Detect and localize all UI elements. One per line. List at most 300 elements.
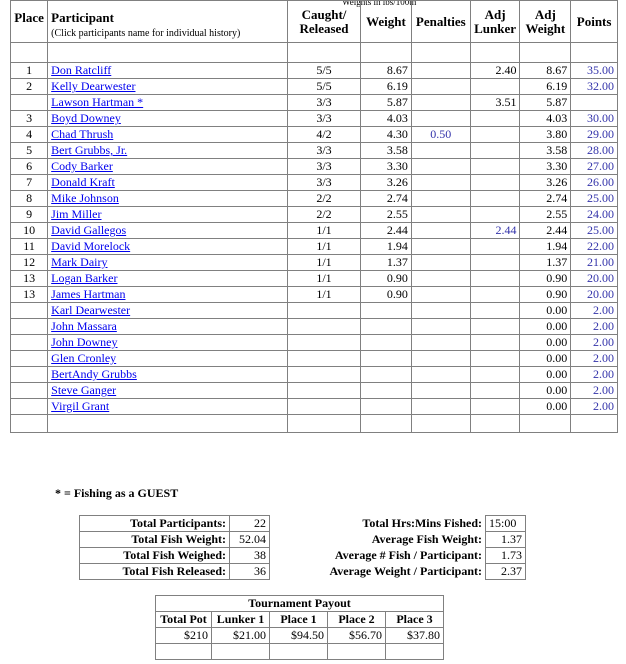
participant-cell [48,63,288,79]
adj-weight-cell: 6.19 [520,79,571,95]
penalty-cell [411,303,470,319]
adj-lunker-header [470,1,520,43]
participant-link[interactable]: Donald Kraft [51,175,115,189]
penalty-cell [411,367,470,383]
adj-lunker-cell [470,271,520,287]
points-header: Points [571,1,618,43]
points-cell: 2.00 [571,399,618,415]
spacer-row [11,415,618,433]
caught-released-cell [287,351,360,367]
adj-lunker-cell [470,367,520,383]
penalty-cell [411,351,470,367]
participant-cell [48,143,288,159]
avg-fish-per-participant-label: Average # Fish / Participant: [270,548,486,564]
place-cell: 9 [11,207,48,223]
weights-unit-note: Weights in lbs/100th [342,0,417,7]
points-cell: 25.00 [571,191,618,207]
caught-released-cell: 1/1 [287,271,360,287]
results-row [11,143,618,159]
adj-lunker-cell [470,111,520,127]
adj-weight-cell: 1.94 [520,239,571,255]
participant-link[interactable]: Steve Ganger [51,383,117,397]
payout-title-row [156,596,444,612]
caught-released-cell: 3/3 [287,95,360,111]
lunker-value: $21.00 [212,628,270,644]
spacer-row [11,43,618,63]
payout-title: Tournament Payout [156,596,444,612]
payout-spacer-row [156,644,444,660]
payout-table [155,595,444,660]
place-cell: 11 [11,239,48,255]
penalty-cell [411,159,470,175]
adj-weight-cell: 0.00 [520,335,571,351]
adj-weight-cell: 3.58 [520,143,571,159]
participant-cell [48,175,288,191]
penalty-cell [411,207,470,223]
participant-link[interactable]: BertAndy Grubbs [51,367,137,381]
spacer-cell [156,644,212,660]
participant-cell [48,111,288,127]
place2-label: Place 2 [328,612,386,628]
place1-label: Place 1 [270,612,328,628]
participant-cell [48,383,288,399]
place2-value: $56.70 [328,628,386,644]
place-cell: 4 [11,127,48,143]
place-cell: 12 [11,255,48,271]
results-row [11,175,618,191]
participant-cell [48,287,288,303]
adj-weight-cell: 0.00 [520,383,571,399]
hrs-fished-value: 15:00 [486,516,526,532]
adj-lunker-cell: 3.51 [470,95,520,111]
place-cell [11,319,48,335]
adj-lunker-cell [470,303,520,319]
payout-value-row [156,628,444,644]
participant-link[interactable]: Mike Johnson [51,191,119,205]
adj-lunker-cell [470,239,520,255]
participant-cell [48,159,288,175]
adj-weight-cell: 2.44 [520,223,571,239]
place-cell [11,383,48,399]
participant-link[interactable]: Lawson Hartman * [51,95,144,109]
points-cell: 2.00 [571,383,618,399]
adj-weight-cell: 2.74 [520,191,571,207]
adj-weight-cell: 4.03 [520,111,571,127]
adj-lunker-cell [470,351,520,367]
points-cell: 2.00 [571,303,618,319]
results-row [11,63,618,79]
place-cell: 5 [11,143,48,159]
caught-released-cell: 5/5 [287,79,360,95]
guest-note: * = Fishing as a GUEST [55,486,179,500]
caught-released-cell: 1/1 [287,287,360,303]
weight-cell: 3.26 [361,175,412,191]
place-cell: 2 [11,79,48,95]
points-cell: 28.00 [571,143,618,159]
adj-weight-header [520,1,571,43]
total-fish-released-label: Total Fish Released: [80,564,230,580]
adj-weight-cell: 0.00 [520,351,571,367]
results-row [11,383,618,399]
caught-released-cell: 2/2 [287,207,360,223]
penalty-cell [411,191,470,207]
participant-cell [48,367,288,383]
stats-table [79,515,526,580]
weight-cell: 5.87 [361,95,412,111]
weight-cell: 6.19 [361,79,412,95]
points-cell: 20.00 [571,287,618,303]
spacer-cell [48,43,288,63]
results-row [11,95,618,111]
weight-cell: 1.37 [361,255,412,271]
results-row [11,399,618,415]
weight-cell: 4.30 [361,127,412,143]
total-participants-value: 22 [230,516,270,532]
points-cell: 32.00 [571,79,618,95]
caught-released-cell [287,399,360,415]
adj-lunker-cell [470,127,520,143]
total-fish-weight-label: Total Fish Weight: [80,532,230,548]
participant-cell [48,207,288,223]
adj-weight-cell: 0.00 [520,319,571,335]
participant-cell [48,335,288,351]
points-cell: 2.00 [571,351,618,367]
place-cell: 13 [11,287,48,303]
caught-released-cell: 2/2 [287,191,360,207]
adj-lunker-header-line2: Lunker [474,20,517,36]
participant-link[interactable]: James Hartman [51,287,126,301]
caught-released-cell: 3/3 [287,159,360,175]
adj-weight-cell: 1.37 [520,255,571,271]
points-cell: 22.00 [571,239,618,255]
adj-lunker-cell: 2.40 [470,63,520,79]
results-row [11,207,618,223]
spacer-cell [520,415,571,433]
participant-cell [48,351,288,367]
adj-lunker-cell [470,159,520,175]
adj-weight-cell: 3.26 [520,175,571,191]
place-cell: 6 [11,159,48,175]
points-cell: 20.00 [571,271,618,287]
adj-weight-header-line1: Adj [534,6,556,22]
participant-link[interactable]: Jim Miller [51,207,102,221]
penalty-cell [411,383,470,399]
caught-released-cell [287,335,360,351]
total-pot-label: Total Pot [156,612,212,628]
participant-link[interactable]: Virgil Grant [51,399,110,413]
adj-lunker-cell [470,191,520,207]
avg-fish-weight-value: 1.37 [486,532,526,548]
participant-cell [48,399,288,415]
weight-cell: 2.44 [361,223,412,239]
adj-lunker-cell [470,287,520,303]
weight-cell [361,367,412,383]
penalty-cell [411,239,470,255]
penalty-cell [411,111,470,127]
penalties-header: Penalties [411,1,470,43]
results-row [11,79,618,95]
penalty-cell [411,223,470,239]
points-cell: 25.00 [571,223,618,239]
spacer-cell [571,43,618,63]
participant-link[interactable]: David Gallegos [51,223,127,237]
weight-cell [361,383,412,399]
place-cell: 1 [11,63,48,79]
penalty-cell [411,335,470,351]
points-cell [571,95,618,111]
points-cell: 35.00 [571,63,618,79]
points-cell: 29.00 [571,127,618,143]
results-row [11,239,618,255]
adj-lunker-cell [470,319,520,335]
adj-weight-cell: 0.90 [520,287,571,303]
adj-lunker-cell [470,383,520,399]
weight-cell [361,335,412,351]
points-cell: 2.00 [571,367,618,383]
spacer-cell [470,415,520,433]
lunker-label: Lunker 1 [212,612,270,628]
participant-link[interactable]: Boyd Downey [51,111,121,125]
participant-header-label: Participant [51,10,114,25]
results-row [11,159,618,175]
spacer-cell [48,415,288,433]
place-cell [11,367,48,383]
adj-lunker-cell [470,255,520,271]
caught-released-cell: 1/1 [287,223,360,239]
results-row [11,255,618,271]
participant-cell [48,95,288,111]
results-body [11,63,618,415]
participant-link[interactable]: Karl Dearwester [51,303,131,317]
place-cell: 13 [11,271,48,287]
place-cell [11,351,48,367]
place3-label: Place 3 [386,612,444,628]
place-cell [11,95,48,111]
caught-released-cell [287,367,360,383]
weight-cell: 0.90 [361,287,412,303]
caught-released-cell: 4/2 [287,127,360,143]
adj-lunker-cell [470,79,520,95]
points-cell: 27.00 [571,159,618,175]
points-cell: 30.00 [571,111,618,127]
spacer-cell [470,43,520,63]
released-header-label: Released [299,20,349,36]
spacer-cell [571,415,618,433]
results-row [11,271,618,287]
place-cell: 8 [11,191,48,207]
weight-cell [361,399,412,415]
caught-released-cell: 1/1 [287,255,360,271]
weight-header: Weight [361,1,412,43]
participant-cell [48,255,288,271]
weight-cell: 3.30 [361,159,412,175]
avg-weight-per-participant-value: 2.37 [486,564,526,580]
total-fish-released-value: 36 [230,564,270,580]
penalty-cell [411,95,470,111]
penalty-cell [411,79,470,95]
adj-lunker-cell [470,207,520,223]
spacer-cell [11,43,48,63]
participant-cell [48,303,288,319]
penalty-cell [411,175,470,191]
results-header-row [11,1,618,43]
caught-released-cell [287,383,360,399]
stats-row [80,516,526,532]
avg-fish-per-participant-value: 1.73 [486,548,526,564]
adj-lunker-cell: 2.44 [470,223,520,239]
weight-cell: 2.55 [361,207,412,223]
place-cell: 3 [11,111,48,127]
results-row [11,351,618,367]
adj-weight-cell: 0.00 [520,399,571,415]
place-cell [11,303,48,319]
total-fish-weighed-value: 38 [230,548,270,564]
penalty-cell [411,143,470,159]
stats-row [80,532,526,548]
adj-lunker-cell [470,399,520,415]
weight-cell [361,303,412,319]
hrs-fished-label: Total Hrs:Mins Fished: [270,516,486,532]
results-row [11,191,618,207]
spacer-cell [411,43,470,63]
weight-cell: 8.67 [361,63,412,79]
penalty-cell [411,319,470,335]
participant-link[interactable]: John Downey [51,335,118,349]
avg-weight-per-participant-label: Average Weight / Participant: [270,564,486,580]
adj-weight-cell: 8.67 [520,63,571,79]
points-cell: 2.00 [571,319,618,335]
participant-link[interactable]: Logan Barker [51,271,118,285]
adj-weight-header-line2: Weight [525,20,566,36]
adj-lunker-header-line1: Adj [484,6,506,22]
participant-cell [48,319,288,335]
penalty-cell [411,399,470,415]
adj-weight-cell: 0.00 [520,367,571,383]
penalty-cell: 0.50 [411,127,470,143]
participant-cell [48,191,288,207]
points-cell: 21.00 [571,255,618,271]
place-cell: 7 [11,175,48,191]
adj-weight-cell: 2.55 [520,207,571,223]
results-row [11,223,618,239]
weight-cell: 4.03 [361,111,412,127]
stats-row [80,564,526,580]
avg-fish-weight-label: Average Fish Weight: [270,532,486,548]
penalty-cell [411,271,470,287]
spacer-cell [361,43,412,63]
total-participants-label: Total Participants: [80,516,230,532]
stats-row [80,548,526,564]
caught-released-cell [287,303,360,319]
results-row [11,335,618,351]
results-row [11,111,618,127]
payout-header-row [156,612,444,628]
total-fish-weighed-label: Total Fish Weighed: [80,548,230,564]
results-row [11,303,618,319]
penalty-cell [411,287,470,303]
participant-link[interactable]: John Massara [51,319,117,333]
participant-link[interactable]: Chad Thrush [51,127,114,141]
weight-cell: 2.74 [361,191,412,207]
place3-value: $37.80 [386,628,444,644]
spacer-cell [520,43,571,63]
adj-lunker-cell [470,335,520,351]
adj-lunker-cell [470,175,520,191]
adj-lunker-cell [470,143,520,159]
caught-released-cell: 3/3 [287,111,360,127]
participant-link[interactable]: Glen Cronley [51,351,117,365]
place-cell [11,399,48,415]
place-cell [11,335,48,351]
participant-link[interactable]: David Morelock [51,239,131,253]
participant-link[interactable]: Kelly Dearwester [51,79,136,93]
adj-weight-cell: 3.30 [520,159,571,175]
spacer-cell [287,43,360,63]
weight-cell: 3.58 [361,143,412,159]
spacer-cell [287,415,360,433]
adj-weight-cell: 0.00 [520,303,571,319]
spacer-cell [212,644,270,660]
caught-released-header [287,1,360,43]
participant-link[interactable]: Don Ratcliff [51,63,112,77]
participant-cell [48,127,288,143]
spacer-cell [386,644,444,660]
adj-weight-cell: 5.87 [520,95,571,111]
adj-weight-cell: 3.80 [520,127,571,143]
participant-link[interactable]: Bert Grubbs, Jr. [51,143,128,157]
penalty-cell [411,63,470,79]
points-cell: 26.00 [571,175,618,191]
results-row [11,287,618,303]
spacer-cell [361,415,412,433]
weight-cell [361,319,412,335]
caught-header-label: Caught/ [301,6,347,22]
penalty-cell [411,255,470,271]
spacer-cell [11,415,48,433]
place-cell: 10 [11,223,48,239]
participant-cell [48,79,288,95]
caught-released-cell [287,319,360,335]
results-row [11,127,618,143]
participant-link[interactable]: Mark Dairy [51,255,108,269]
results-row [11,367,618,383]
weight-cell: 1.94 [361,239,412,255]
weight-cell [361,351,412,367]
points-cell: 2.00 [571,335,618,351]
spacer-cell [270,644,328,660]
adj-weight-cell: 0.90 [520,271,571,287]
caught-released-cell: 5/5 [287,63,360,79]
caught-released-cell: 1/1 [287,239,360,255]
results-row [11,319,618,335]
participant-header [48,1,288,43]
total-pot-value: $210 [156,628,212,644]
participant-cell [48,271,288,287]
total-fish-weight-value: 52.04 [230,532,270,548]
participant-link[interactable]: Cody Barker [51,159,113,173]
weight-cell: 0.90 [361,271,412,287]
points-cell: 24.00 [571,207,618,223]
caught-released-cell: 3/3 [287,175,360,191]
participant-cell [48,223,288,239]
results-table [10,0,618,433]
participant-header-note: (Click participants name for individual history) [51,28,241,39]
place1-value: $94.50 [270,628,328,644]
caught-released-cell: 3/3 [287,143,360,159]
spacer-cell [328,644,386,660]
place-header: Place [11,1,48,43]
spacer-cell [411,415,470,433]
